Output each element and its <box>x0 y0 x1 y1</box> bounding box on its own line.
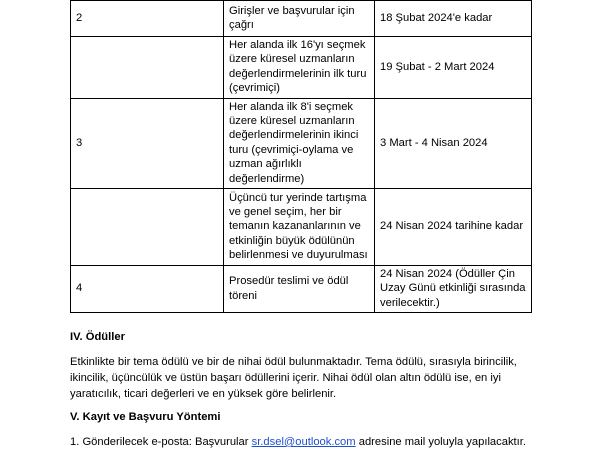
stage-cell <box>71 189 224 266</box>
activity-cell <box>224 37 375 99</box>
activity-line: Her alanda ilk 8'i seçmek <box>229 100 354 113</box>
date-line: 24 Nisan 2024 tarihine kadar <box>380 220 524 233</box>
date-cell <box>375 37 532 99</box>
activity-line: uzman ağırlıklı <box>229 158 302 171</box>
date-line: 18 Şubat 2024'e kadar <box>380 11 493 24</box>
activity-line: Girişler ve başvurular için <box>229 4 355 17</box>
paragraph-line: Etkinlikte bir tema ödülü ve bir de nihai ödül bulunmaktadır. Tema ödülü, sırasıyla birincilik, <box>70 356 517 368</box>
activity-line: değerlendirmelerinin ilk turu <box>229 67 367 80</box>
activity-line: Prosedür teslimi ve ödül <box>229 275 349 288</box>
activity-line: çağrı <box>229 19 254 31</box>
paragraph-line: ikincilik, üçüncülük ve üstün başarı ödüllerini içerir. Nihai ödül olan altın ödülü ise, en iyi <box>70 372 501 384</box>
table-row <box>71 1 532 37</box>
registration-item <box>70 434 530 450</box>
activity-cell <box>224 98 375 188</box>
stage-cell: 3 <box>71 98 224 188</box>
table-row <box>71 37 532 99</box>
table-row <box>71 266 532 313</box>
activity-line: turu (çevrimiçi-oylama ve <box>229 143 354 156</box>
date-line: 19 Şubat - 2 Mart 2024 <box>380 60 495 73</box>
date-line: Uzay Günü etkinliği sırasında <box>380 282 526 295</box>
activity-line: etkinliğin büyük ödülünün <box>229 234 355 247</box>
date-line: 24 Nisan 2024 (Ödüller Çin <box>380 268 515 281</box>
activity-line: töreni <box>229 289 257 302</box>
table-row <box>71 189 532 266</box>
awards-heading: IV. Ödüller <box>70 331 125 343</box>
stage-cell: 2 <box>71 1 224 37</box>
email-link[interactable]: sr.dsel@outlook.com <box>251 436 356 448</box>
activity-line: Her alanda ilk 16'yı seçmek <box>229 39 366 51</box>
date-cell <box>375 98 532 188</box>
activity-cell <box>224 266 375 313</box>
schedule-table <box>70 0 532 313</box>
date-line: 3 Mart - 4 Nisan 2024 <box>380 136 488 149</box>
awards-paragraph <box>70 354 530 402</box>
registration-heading: V. Kayıt ve Başvuru Yöntemi <box>70 411 221 423</box>
stage-cell: 4 <box>71 266 224 313</box>
registration-item-prefix: 1. Gönderilecek e-posta: Başvurular <box>70 436 252 448</box>
activity-cell <box>224 189 375 266</box>
activity-cell <box>224 1 375 37</box>
activity-line: (çevrimiçi) <box>229 82 280 95</box>
activity-line: temanın kazananlarının ve <box>229 220 361 233</box>
date-cell <box>375 266 532 313</box>
stage-cell <box>71 37 224 99</box>
activity-line: değerlendirmelerinin ikinci <box>229 129 359 142</box>
activity-line: ve genel seçim, her bir <box>229 205 342 218</box>
activity-line: üzere küresel uzmanların <box>229 53 355 66</box>
activity-line: değerlendirme) <box>229 172 305 185</box>
table-row <box>71 98 532 188</box>
registration-item-suffix: adresine mail yoluyla yapılacaktır. <box>355 436 526 448</box>
paragraph-line: yaratıcılık, ticari değerleri ve en yüksek göre belirlenir. <box>70 388 337 400</box>
date-line: verilecektir.) <box>380 296 440 309</box>
activity-line: üzere küresel uzmanların <box>229 115 355 128</box>
date-cell <box>375 189 532 266</box>
date-cell <box>375 1 532 37</box>
activity-line: Üçüncü tur yerinde tartışma <box>229 191 367 204</box>
activity-line: belirlenmesi ve duyurulması <box>229 249 368 262</box>
